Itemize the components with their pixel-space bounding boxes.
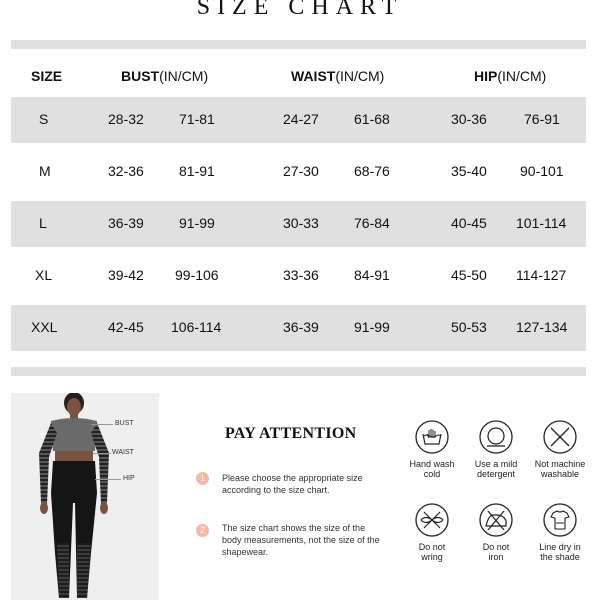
care-label: Not machine washable <box>534 459 586 479</box>
table-row <box>11 305 586 351</box>
hip-in-cell: 45-50 <box>451 267 487 283</box>
waist-in-cell: 30-33 <box>283 215 319 231</box>
hip-cm-cell: 114-127 <box>516 267 567 283</box>
waist-in-cell: 36-39 <box>283 319 319 335</box>
hip-cm-cell: 90-101 <box>520 163 564 179</box>
waist-in-cell: 33-36 <box>283 267 319 283</box>
hip-in-cell: 30-36 <box>451 111 487 127</box>
hip-cm-cell: 127-134 <box>516 319 568 335</box>
waist-cm-cell: 91-99 <box>354 319 390 335</box>
bottom-divider <box>11 367 586 376</box>
pay-attention-title: PAY ATTENTION <box>225 425 357 442</box>
bust-cm-cell: 71-81 <box>179 111 215 127</box>
table-row <box>11 97 586 143</box>
table-row <box>11 201 586 247</box>
note-number: 1 <box>196 472 209 485</box>
care-label: Do not iron <box>482 542 510 562</box>
waist-pointer-line <box>93 453 111 454</box>
table-row <box>11 253 586 299</box>
line-dry-shade-icon <box>543 503 577 537</box>
hip-header: HIP(IN/CM) <box>474 68 547 84</box>
bust-cm-cell: 81-91 <box>179 163 215 179</box>
care-label: Line dry in the shade <box>539 542 581 562</box>
hip-cm-cell: 76-91 <box>524 111 560 127</box>
waist-cm-cell: 76-84 <box>354 215 390 231</box>
waist-label: WAIST <box>112 449 134 456</box>
hip-pointer-line <box>95 479 121 480</box>
mild-detergent-icon <box>479 420 513 454</box>
waist-cm-cell: 68-76 <box>354 163 390 179</box>
waist-in-cell: 27-30 <box>283 163 319 179</box>
hip-label: HIP <box>123 475 135 482</box>
bust-label: BUST <box>115 420 134 427</box>
size-header: SIZE <box>31 68 63 84</box>
hip-in-cell: 50-53 <box>451 319 487 335</box>
no-wring-icon <box>415 503 449 537</box>
waist-cm-cell: 84-91 <box>354 267 390 283</box>
bust-cm-cell: 91-99 <box>179 215 215 231</box>
waist-cm-cell: 61-68 <box>354 111 390 127</box>
no-machine-wash-icon <box>543 420 577 454</box>
model-figure-image <box>11 393 159 600</box>
waist-header: WAIST(IN/CM) <box>291 68 385 84</box>
size-cell: L <box>39 215 47 231</box>
page-title: SIZE CHART <box>196 0 404 20</box>
hip-in-cell: 35-40 <box>451 163 487 179</box>
care-label: Hand wash cold <box>409 459 455 479</box>
bust-header: BUST(IN/CM) <box>121 68 209 84</box>
note-text: Please choose the appropriate size according to the size chart. <box>222 473 363 495</box>
size-cell: XXL <box>31 319 58 335</box>
bust-in-cell: 39-42 <box>108 267 144 283</box>
care-label: Use a mild detergent <box>474 459 518 479</box>
hip-cm-cell: 101-114 <box>516 215 567 231</box>
bust-pointer-line <box>91 424 113 425</box>
note-number: 2 <box>196 524 209 537</box>
bust-in-cell: 32-36 <box>108 163 144 179</box>
waist-in-cell: 24-27 <box>283 111 319 127</box>
model-photo <box>11 393 159 600</box>
size-cell: S <box>39 111 49 127</box>
no-iron-icon <box>479 503 513 537</box>
bust-in-cell: 28-32 <box>108 111 144 127</box>
hip-in-cell: 40-45 <box>451 215 487 231</box>
hand-wash-icon <box>415 420 449 454</box>
table-row <box>11 149 586 195</box>
table-header <box>11 62 586 92</box>
bust-cm-cell: 106-114 <box>171 319 222 335</box>
bust-in-cell: 36-39 <box>108 215 144 231</box>
size-cell: XL <box>35 267 53 283</box>
care-label: Do not wring <box>418 542 446 562</box>
bust-in-cell: 42-45 <box>108 319 144 335</box>
size-cell: M <box>39 163 51 179</box>
top-divider <box>11 40 586 49</box>
note-text: The size chart shows the size of the body measurements, not the size of the shapewear. <box>222 523 380 557</box>
bust-cm-cell: 99-106 <box>175 267 219 283</box>
